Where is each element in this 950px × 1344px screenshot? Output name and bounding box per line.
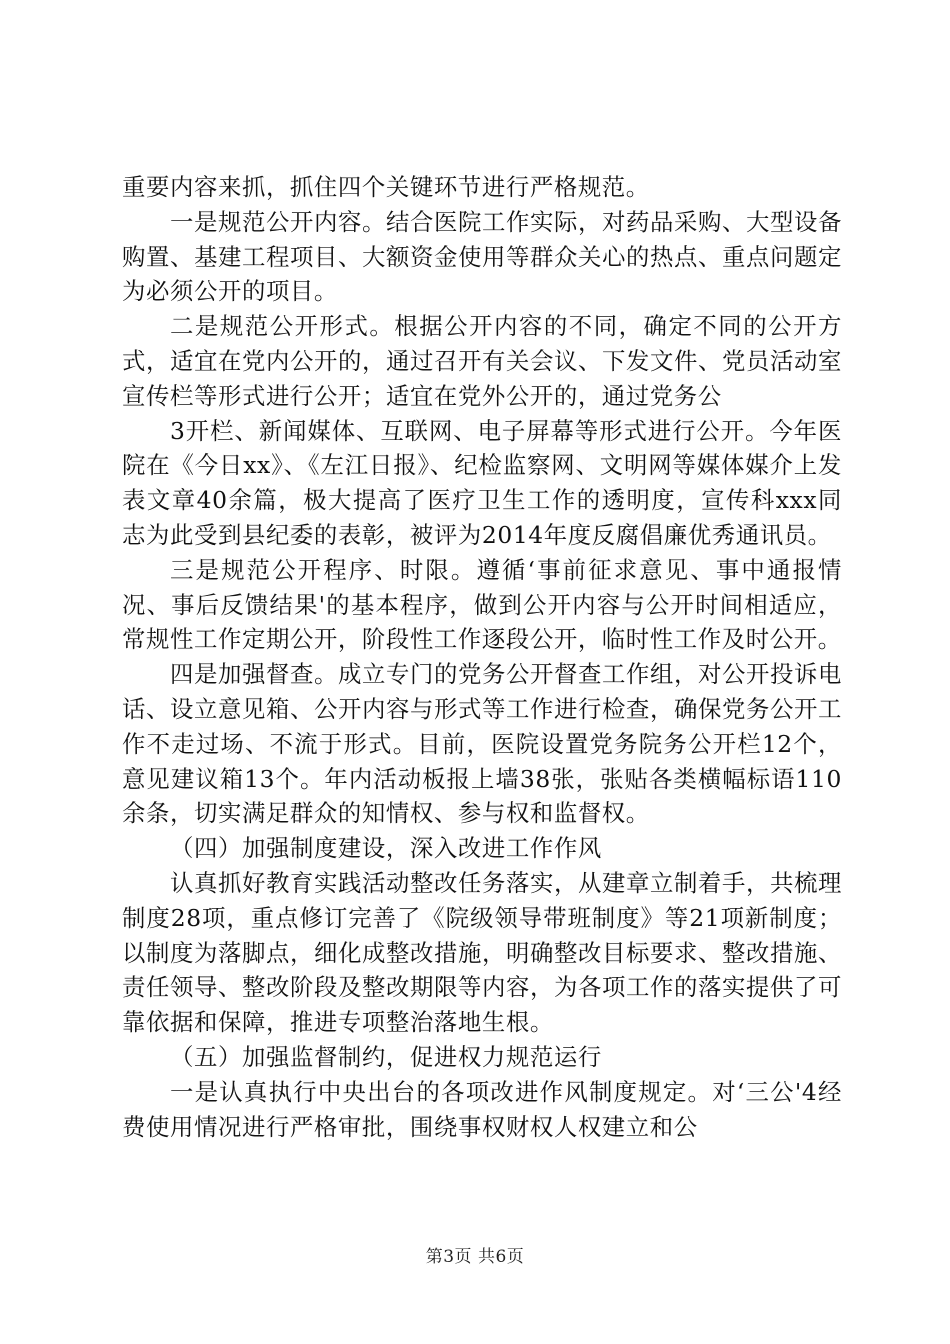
paragraph: 三是规范公开程序、时限。遵循‘事前征求意见、事中通报情况、事后反馈结果'的基本程序，做到公开内容与公开时间相适应，常规性工作定期公开，阶段性工作逐段公开，临时性工作及时公开。 (122, 555, 842, 654)
paragraph: 认真抓好教育实践活动整改任务落实，从建章立制着手，共梳理制度28项，重点修订完善了《院级领导带班制度》等21项新制度；以制度为落脚点，细化成整改措施，明确整改目标要求、整改措施、责任领导、整改阶段及整改期限等内容，为各项工作的落实提供了可靠依据和保障，推进专项整治落地生根。 (122, 868, 842, 1037)
page-number-footer: 第3页 共6页 (425, 1247, 525, 1267)
paragraph: 3开栏、新闻媒体、互联网、电子屏幕等形式进行公开。今年医院在《今日xx》、《左江日报》、纪检监察网、文明网等媒体媒介上发表文章40余篇，极大提高了医疗卫生工作的透明度，宣传科xxx同志为此受到县纪委的表彰，被评为2014年度反腐倡廉优秀通讯员。 (122, 416, 842, 549)
document-body (122, 170, 842, 1144)
paragraph: 一是规范公开内容。结合医院工作实际，对药品采购、大型设备购置、基建工程项目、大额资金使用等群众关心的热点、重点问题定为必须公开的项目。 (122, 207, 842, 306)
paragraph: 重要内容来抓，抓住四个关键环节进行严格规范。 (122, 173, 650, 201)
paragraph: 一是认真执行中央出台的各项改进作风制度规定。对‘三公'4经费使用情况进行严格审批，围绕事权财权人权建立和公 (122, 1077, 842, 1141)
section-heading: （五）加强监督制约，促进权力规范运行 (170, 1042, 602, 1071)
section-heading: （四）加强制度建设，深入改进工作作风 (170, 834, 602, 863)
paragraph: 四是加强督查。成立专门的党务公开督查工作组，对公开投诉电话、设立意见箱、公开内容与形式等工作进行检查，确保党务公开工作不走过场、不流于形式。目前，医院设置党务院务公开栏12个，意见建议箱13个。年内活动板报上墙38张，张贴各类横幅标语110余条，切实满足群众的知情权、参与权和监督权。 (122, 660, 842, 828)
paragraph: 二是规范公开形式。根据公开内容的不同，确定不同的公开方式，适宜在党内公开的，通过召开有关会议、下发文件、党员活动室宣传栏等形式进行公开；适宜在党外公开的，通过党务公 (122, 312, 842, 410)
